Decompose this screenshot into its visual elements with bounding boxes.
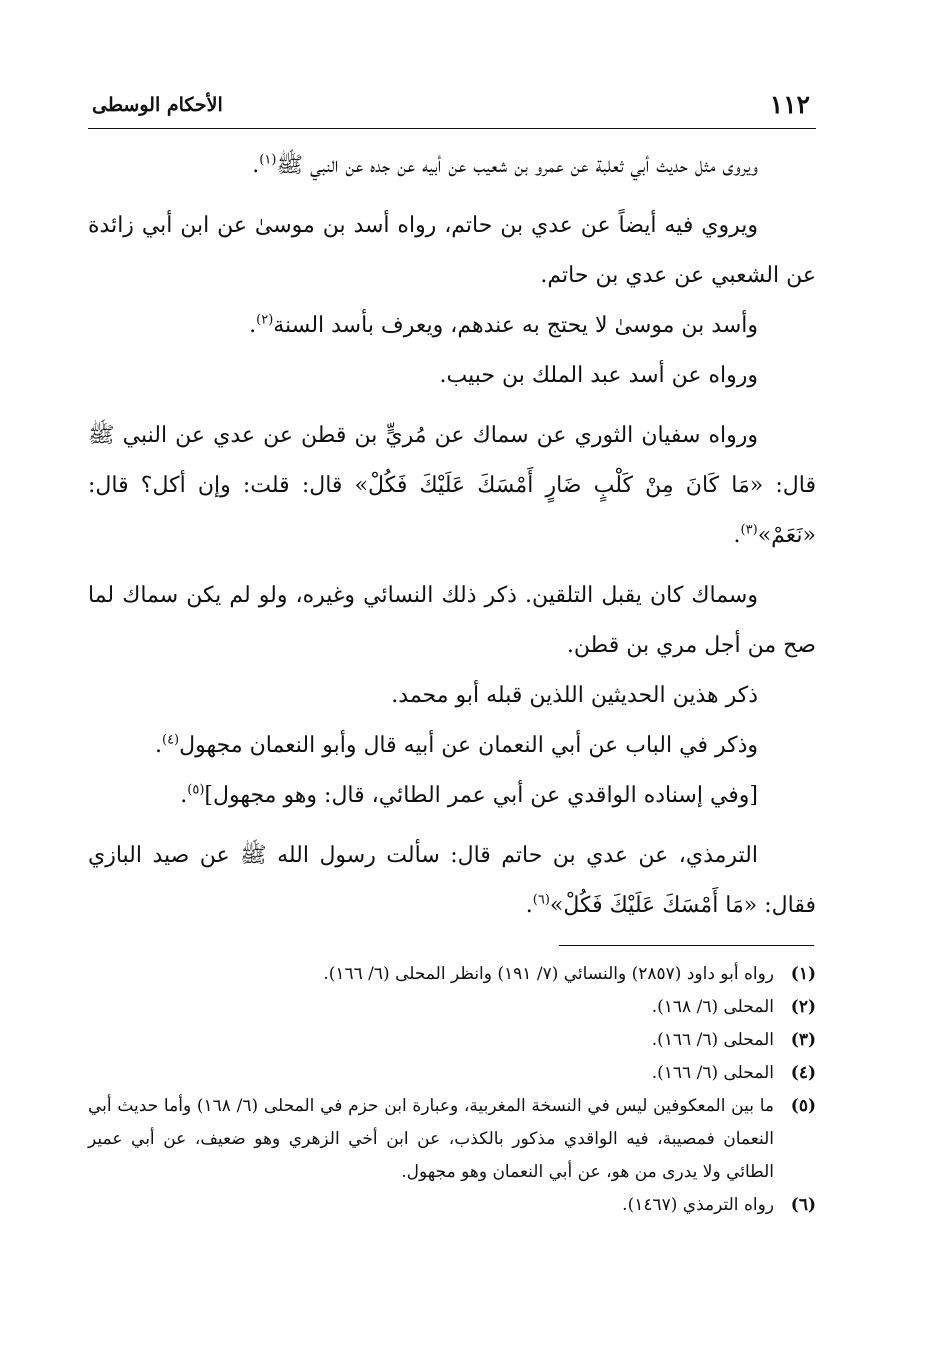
book-title: الأحكام الوسطى: [92, 94, 223, 116]
footnote: [88, 1090, 816, 1189]
footnote-number: (٥): [790, 1096, 816, 1116]
footnote-number: (٣): [790, 1030, 816, 1050]
paragraph: وسماك كان يقبل التلقين. ذكر ذلك النسائي وغيره، ولو لم يكن سماك لما صح من أجل مري بن قطن.: [88, 583, 816, 658]
footnote-marker: (٤): [161, 732, 180, 748]
footnote: [88, 1057, 816, 1090]
footnote: [88, 991, 816, 1024]
main-text: [88, 129, 816, 931]
footnote-text: رواه أبو داود (٢٨٥٧) والنسائي (٧/ ١٩١) وانظر المحلى (٦/ ١٦٦).: [323, 964, 774, 984]
footnote-marker: (٣): [740, 522, 758, 538]
paragraph: وأسد بن موسىٰ لا يحتج به عندهم، ويعرف بأسد السنة$^{(٢)}$.: [249, 312, 758, 338]
footnote: [88, 1024, 816, 1057]
footnotes: [88, 958, 816, 1222]
footnote-text: المحلى (٦/ ١٦٦).: [651, 1063, 774, 1083]
paragraph: ذكر هذين الحديثين اللذين قبله أبو محمد.: [391, 683, 758, 708]
footnote-text: المحلى (٦/ ١٦٦).: [651, 1030, 774, 1050]
paragraph: ورواه عن أسد عبد الملك بن حبيب.: [439, 363, 758, 388]
paragraph: وذكر في الباب عن أبي النعمان عن أبيه قال وأبو النعمان مجهول$^{(٤)}$.: [154, 732, 758, 758]
footnote-number: (٦): [790, 1195, 816, 1215]
footnote-number: (٤): [790, 1063, 816, 1083]
footnote-marker: (٦): [532, 892, 550, 908]
paragraph: ورواه سفيان الثوري عن سماك عن مُريٍّ بن قطن عن عدي عن النبي ﷺ قال: «مَا كَانَ مِنْ كَلْبٍ ضَارٍ أَمْسَكَ عَلَيْكَ فَكُلْ» قال: قلت: وإن أكل؟ قال: «نَعَمْ»$^{(٣)}$.: [88, 423, 816, 548]
footnote-text: رواه الترمذي (١٤٦٧).: [622, 1195, 774, 1215]
page-number: ١١٢: [769, 90, 810, 119]
footnote-marker: (٥): [187, 782, 205, 798]
book-page: [88, 88, 816, 1222]
footnote: [88, 1189, 816, 1222]
running-header: [88, 88, 816, 129]
paragraph: [وفي إسناده الواقدي عن أبي عمر الطائي، قال: وهو مجهول]$^{(٥)}$.: [180, 782, 758, 808]
footnote-separator: [559, 945, 814, 946]
footnote-marker: (١): [259, 152, 277, 168]
footnote-number: (٢): [790, 997, 816, 1017]
paragraph: ويروي فيه أيضاً عن عدي بن حاتم، رواه أسد بن موسىٰ عن ابن أبي زائدة عن الشعبي عن عدي بن حاتم.: [88, 213, 816, 288]
footnote-marker: (٢): [256, 312, 274, 328]
footnote-number: (١): [790, 964, 816, 984]
paragraph: الترمذي، عن عدي بن حاتم قال: سألت رسول الله ﷺ عن صيد البازي فقال: «مَا أَمْسَكَ عَلَيْكَ فَكُلْ»$^{(٦)}$.: [88, 843, 816, 918]
footnote-text: المحلى (٦/ ١٦٨).: [651, 997, 774, 1017]
paragraph: ويروى مثل حديث أبي ثعلبة عن عمرو بن شعيب عن أبيه عن جده عن النبي ﷺ$^{(١)}$.: [252, 152, 758, 178]
footnote: [88, 958, 816, 991]
footnote-text: ما بين المعكوفين ليس في النسخة المغربية، وعبارة ابن حزم في المحلى (٦/ ١٦٨) وأما حديث أبي النعمان فمصيبة، فيه الواقدي مذكور بالكذب، عن ابن أخي الزهري وهو ضعيف، عن أبي عمير الطائي ولا يدرى من هو، عن أبي النعمان وهو مجهول.: [88, 1096, 775, 1182]
